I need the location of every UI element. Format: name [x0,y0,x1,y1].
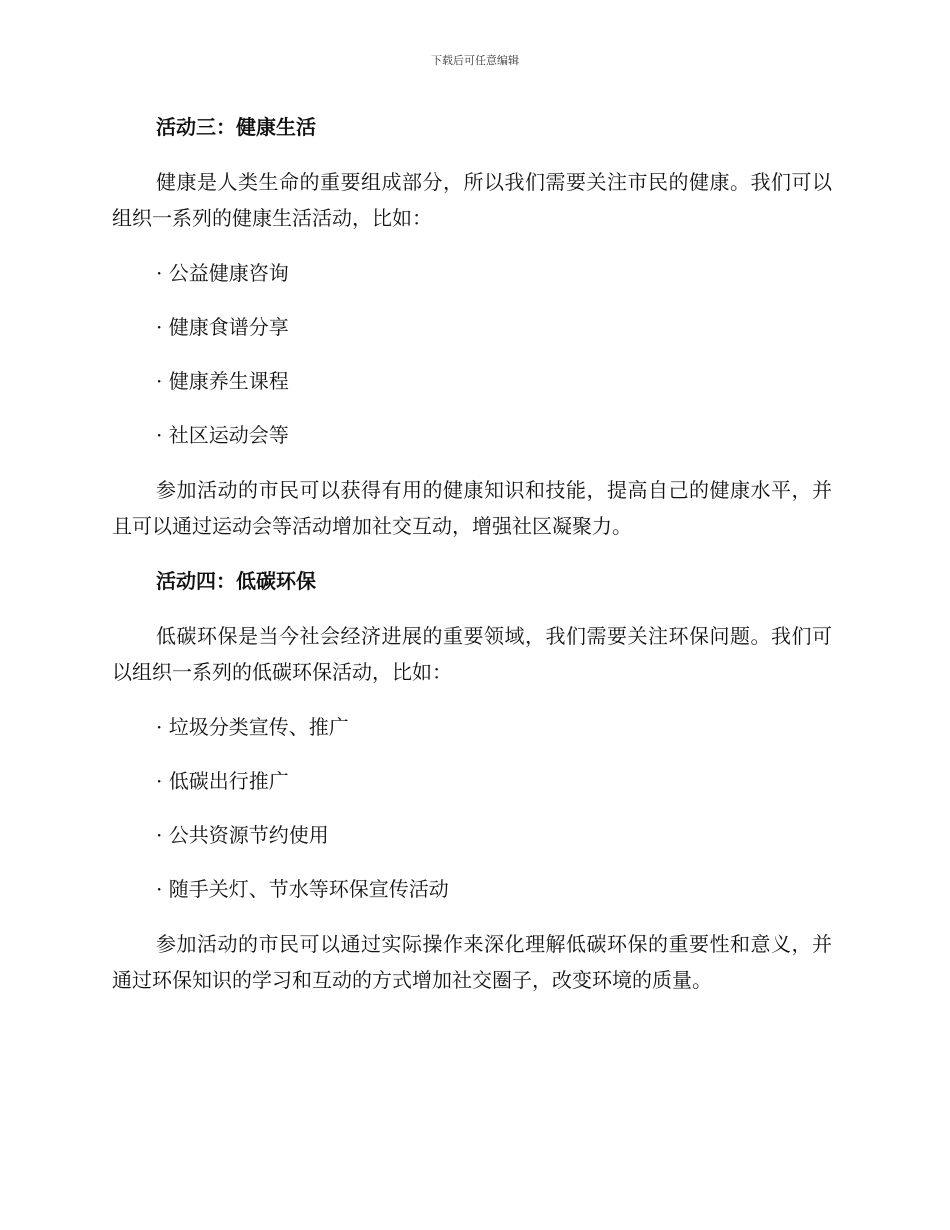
list-item: · 健康养生课程 [156,369,289,393]
page-header: 下载后可任意编辑 [431,54,519,67]
list-item: · 健康食谱分享 [156,315,289,339]
list-item: · 低碳出行推广 [156,769,289,793]
section-intro-lowcarbon: 低碳环保是当今社会经济进展的重要领域，我们需要关注环保问题。我们可以组织一系列的低碳环保活动，比如： [112,624,832,684]
list-item: · 社区运动会等 [156,423,289,447]
list-item: · 公益健康咨询 [156,261,289,285]
document-body [112,110,832,1018]
section-intro-health: 健康是人类生命的重要组成部分，所以我们需要关注市民的健康。我们可以组织一系列的健康生活活动，比如： [112,170,832,230]
section-conclusion-lowcarbon: 参加活动的市民可以通过实际操作来深化理解低碳环保的重要性和意义，并通过环保知识的学习和互动的方式增加社交圈子，改变环境的质量。 [112,932,832,992]
list-item: · 垃圾分类宣传、推广 [156,715,349,739]
section-heading-lowcarbon: 活动四：低碳环保 [156,569,316,593]
section-heading-health: 活动三：健康生活 [156,115,316,139]
list-item: · 随手关灯、节水等环保宣传活动 [156,877,449,901]
section-conclusion-health: 参加活动的市民可以获得有用的健康知识和技能，提高自己的健康水平，并且可以通过运动会等活动增加社交互动，增强社区凝聚力。 [112,478,832,538]
list-item: · 公共资源节约使用 [156,823,329,847]
